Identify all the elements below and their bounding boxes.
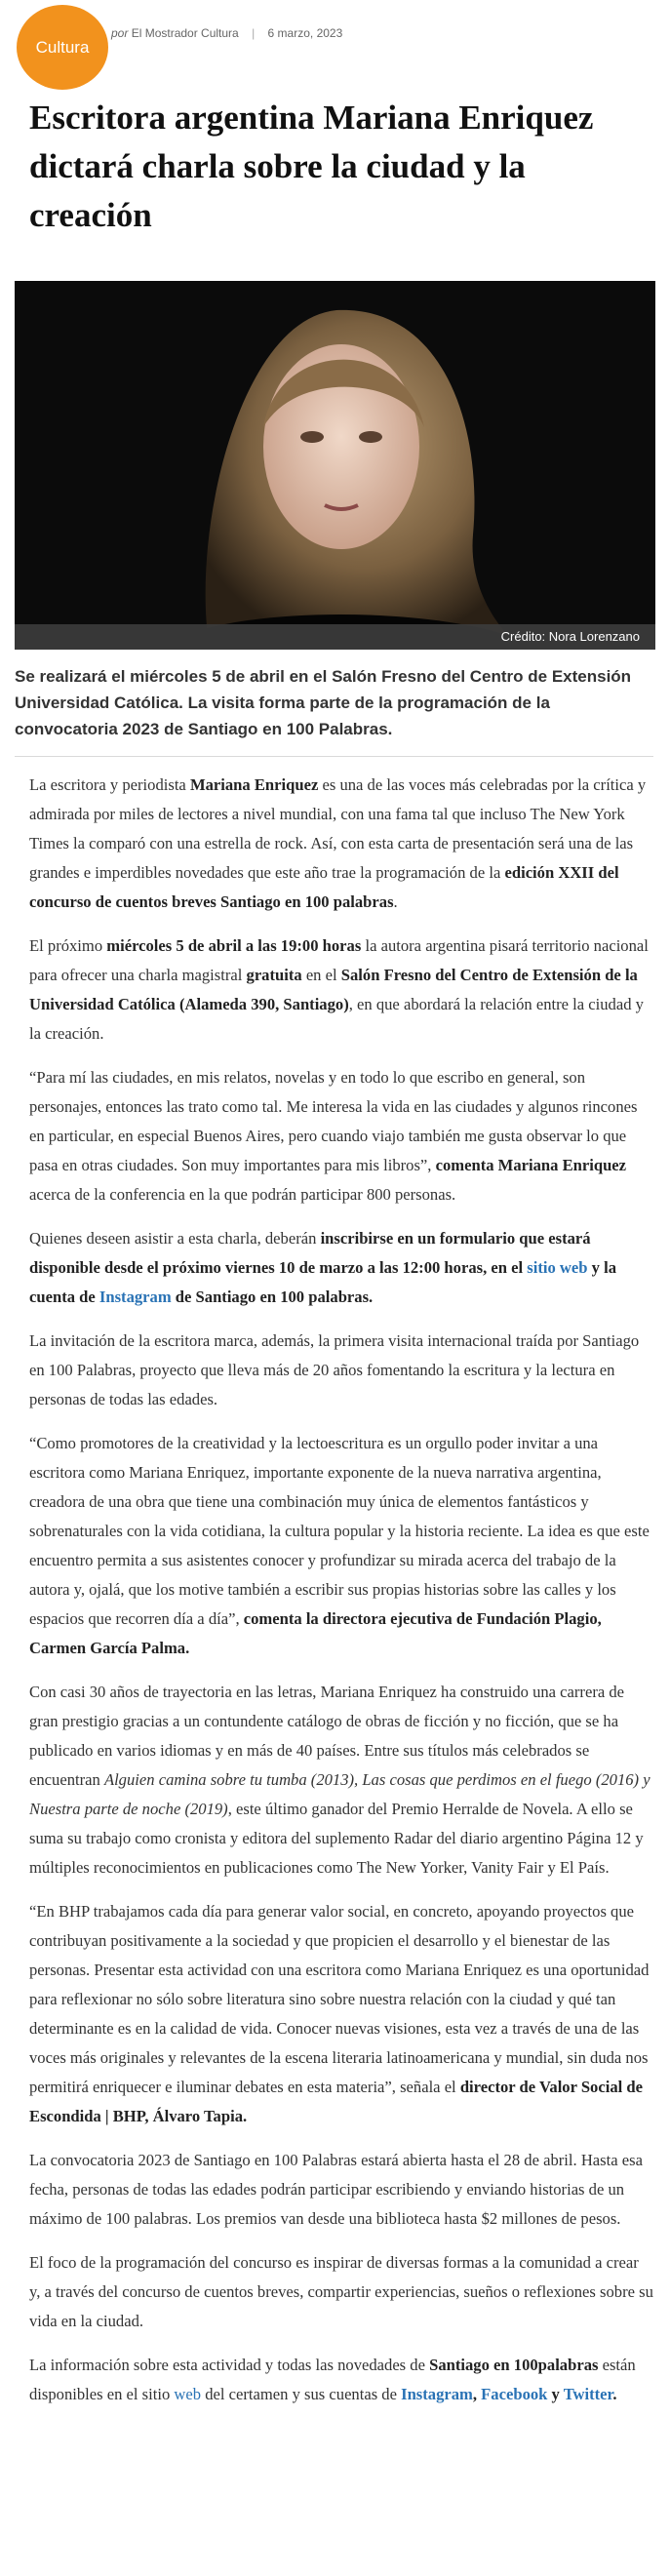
paragraph-1: La escritora y periodista Mariana Enriquez es una de las voces más celebradas por la crítica y admirada por miles de lectores a nivel mundial, con una fama tal que incluso The New York Times la comparó con una estrella de rock. Así, con esta carta de presentación será una de las grandes e imperdibles novedades que este año trae la programación de la edición XXII del concurso de cuentos breves Santiago en 100 palabras.	[29, 775, 647, 911]
author-link[interactable]: El Mostrador Cultura	[131, 26, 239, 40]
web-link[interactable]: web	[174, 2385, 202, 2403]
byline	[111, 26, 342, 40]
hero-image	[15, 281, 655, 650]
paragraph-3: “Para mí las ciudades, en mis relatos, novelas y en todo lo que escribo en general, son personajes, entonces las trato como tal. Me interesa la vida en las ciudades y algunos rincones en particular, en especial Buenos Aires, pero cuando viajo también me gusta observar lo que pasa en otras ciudades. Son muy importantes para mis libros”, comenta Mariana Enriquez acerca de la conferencia en la que podrán participar 800 personas.	[29, 1068, 638, 1204]
twitter-link[interactable]: Twitter	[563, 2385, 613, 2403]
article-meta	[0, 0, 670, 78]
sitio-web-link[interactable]: sitio web	[527, 1258, 588, 1277]
facebook-link[interactable]: Facebook	[481, 2385, 548, 2403]
article-lead: Se realizará el miércoles 5 de abril en el Salón Fresno del Centro de Extensión Universidad Católica. La visita forma parte de la programación de la convocatoria 2023 de Santiago en 100 Palabras.	[15, 667, 632, 738]
byline-separator: |	[252, 26, 256, 40]
divider	[15, 756, 653, 757]
paragraph-8: “En BHP trabajamos cada día para generar valor social, en concreto, apoyando proyectos que contribuyan positivamente a la sociedad y que propicien el desarrollo y el bienestar de las personas. Presentar esta actividad con una escritora como Mariana Enriquez es una oportunidad para reflexionar no sólo sobre literatura sino sobre nuestra relación con la ciudad y qué tan determinante es en la calidad de vida. Conocer nuevas visiones, esta vez a través de una de las voces más originales y relevantes de la escena literaria latinoamericana y mundial, sin duda nos permitirá enriquecer e iluminar debates en esta materia”, señala el director de Valor Social de Escondida | BHP, Álvaro Tapia.	[29, 1902, 650, 2125]
paragraph-4: Quienes deseen asistir a esta charla, deberán inscribirse en un formulario que estará disponible desde el próximo viernes 10 de marzo a las 12:00 horas, en el sitio web y la cuenta de Instagram de Santiago en 100 palabras.	[29, 1229, 616, 1306]
article-body	[29, 771, 653, 2424]
paragraph-6: “Como promotores de la creatividad y la lectoescritura es un orgullo poder invitar a una escritora como Mariana Enriquez, importante exponente de la nueva narrativa argentina, creadora de una obra que tiene una combinación muy única de elementos fantásticos y sobrenaturales con la vida cotidiana, la cultura popular y la historia reciente. La idea es que este encuentro permita a sus asistentes conocer y profundizar su mirada acerca del trabajo de la autora y, ojalá, que los motive también a escribir sus propias historias sobre las calles y los espacios que recorren día a día”, comenta la directora ejecutiva de Fundación Plagio, Carmen García Palma.	[29, 1434, 650, 1657]
instagram-link[interactable]: Instagram	[99, 1288, 172, 1306]
instagram-footer-link[interactable]: Instagram	[401, 2385, 473, 2403]
paragraph-2: El próximo miércoles 5 de abril a las 19:00 horas la autora argentina pisará territorio nacional para ofrecer una charla magistral gratuita en el Salón Fresno del Centro de Extensión de la Universidad Católica (Alameda 390, Santiago), en que abordará la relación entre la ciudad y la creación.	[29, 936, 649, 1043]
by-prefix: por	[111, 26, 129, 40]
paragraph-10: El foco de la programación del concurso es inspirar de diversas formas a la comunidad a crear y, a través del concurso de cuentos breves, compartir experiencias, sueños o reflexiones sobre su vida en la ciudad.	[29, 2253, 653, 2330]
image-credit: Crédito: Nora Lorenzano	[15, 624, 655, 650]
paragraph-7: Con casi 30 años de trayectoria en las letras, Mariana Enriquez ha construido una carrera de gran prestigio gracias a un contundente catálogo de obras de ficción y no ficción, que se ha publicado en varios idiomas y en más de 40 países. Entre sus títulos más celebrados se encuentran Alguien camina sobre tu tumba (2013), Las cosas que perdimos en el fuego (2016) y Nuestra parte de noche (2019), este último ganador del Premio Herralde de Novela. A ello se suma su trabajo como cronista y editora del suplemento Radar del diario argentino Página 12 y múltiples reconocimientos en publicaciones como The New Yorker, Vanity Fair y El País.	[29, 1683, 650, 1877]
category-badge[interactable]: Cultura	[17, 5, 108, 90]
portrait-illustration	[15, 281, 655, 650]
paragraph-5: La invitación de la escritora marca, además, la primera visita internacional traída por Santiago en 100 Palabras, proyecto que lleva más de 20 años fomentando la escritura y la lectura en personas de todas las edades.	[29, 1331, 640, 1408]
publish-date: 6 marzo, 2023	[267, 26, 343, 40]
paragraph-9: La convocatoria 2023 de Santiago en 100 Palabras estará abierta hasta el 28 de abril. Hasta esa fecha, personas de todas las edades podrán participar escribiendo y enviando historias de un máximo de 100 palabras. Los premios van desde una biblioteca hasta $2 millones de pesos.	[29, 2151, 643, 2228]
article-title: Escritora argentina Mariana Enriquez dictará charla sobre la ciudad y la creación	[29, 99, 594, 234]
paragraph-11: La información sobre esta actividad y todas las novedades de Santiago en 100palabras están disponibles en el sitio web del certamen y sus cuentas de Instagram, Facebook y Twitter.	[29, 2356, 636, 2403]
